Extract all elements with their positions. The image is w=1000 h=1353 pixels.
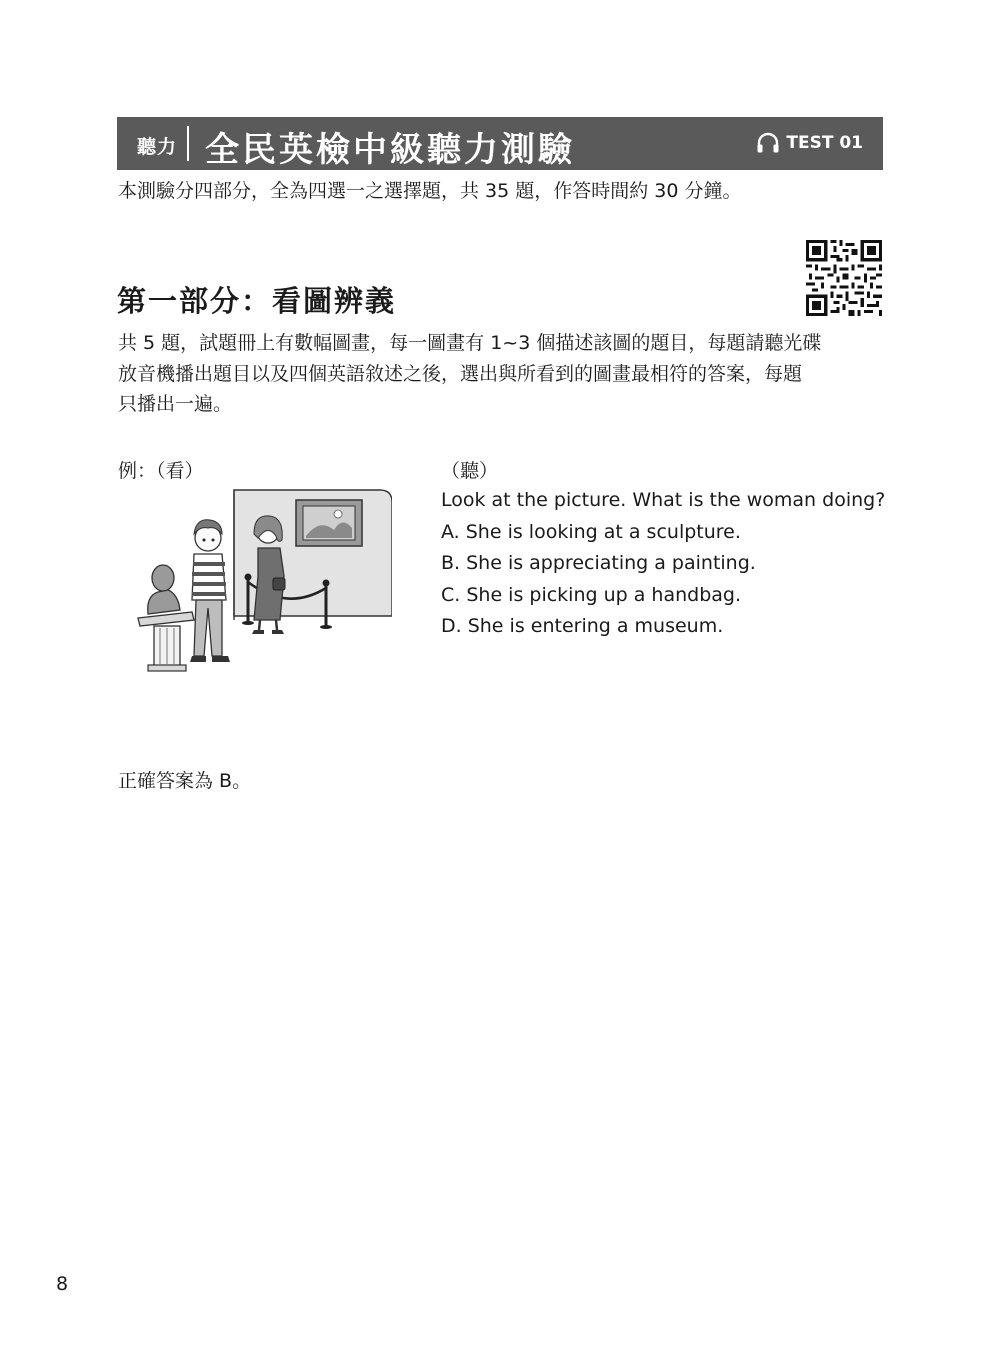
section-title: 第一部分：看圖辨義 xyxy=(117,284,397,318)
header-bar xyxy=(117,117,883,170)
option-a: A. She is looking at a sculpture. xyxy=(441,520,741,543)
example-question: Look at the picture. What is the woman doing? xyxy=(441,489,886,511)
test-label xyxy=(756,132,863,154)
page-number: 8 xyxy=(56,1273,69,1295)
option-c: C. She is picking up a handbag. xyxy=(441,583,742,606)
instruction-line: 只播出一遍。 xyxy=(118,393,233,415)
headphones-icon xyxy=(756,132,780,154)
instruction-line: 放音機播出題目以及四個英語敘述之後，選出與所看到的圖畫最相符的答案，每題 xyxy=(118,362,803,385)
option-b: B. She is appreciating a painting. xyxy=(441,552,756,574)
test-number: TEST 01 xyxy=(786,133,863,153)
museum-illustration xyxy=(130,488,392,674)
qr-code[interactable] xyxy=(806,240,882,316)
instruction-line: 共 5 題，試題冊上有數幅圖畫，每一圖畫有 1~3 個描述該圖的題目，每題請聽光碟 xyxy=(118,332,822,354)
example-look-label: 例：（看） xyxy=(118,460,204,482)
example-listen-label: （聽） xyxy=(441,460,499,482)
example-question-block xyxy=(441,485,885,643)
header-divider xyxy=(187,126,189,161)
option-d: D. She is entering a museum. xyxy=(441,615,724,637)
page-title: 全民英檢中級聽力測驗 xyxy=(205,130,575,170)
correct-answer: 正確答案為 B。 xyxy=(118,770,252,792)
intro-text: 本測驗分四部分，全為四選一之選擇題，共 35 題，作答時間約 30 分鐘。 xyxy=(118,180,742,202)
section-instructions xyxy=(118,328,888,420)
section-tag: 聽力 xyxy=(137,136,178,158)
